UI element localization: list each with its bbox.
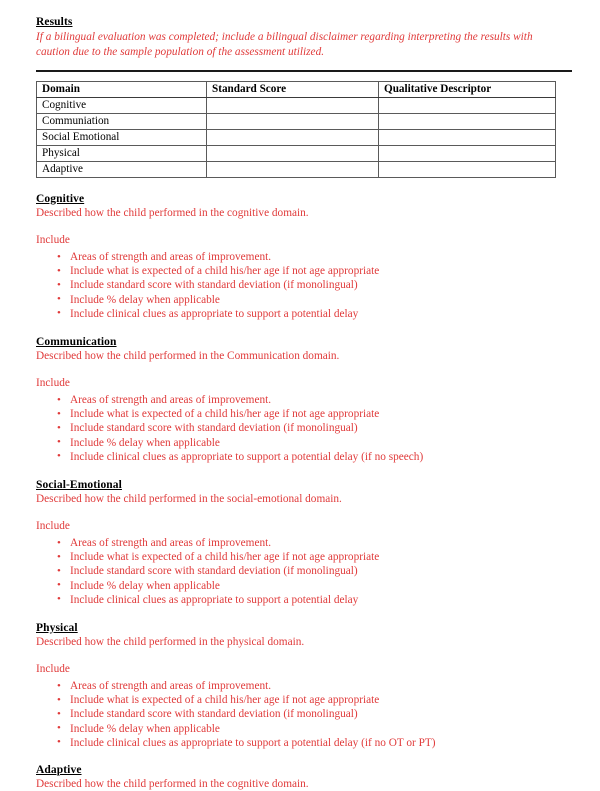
list-item: • Include % delay when applicable (36, 722, 572, 736)
list-item: • Areas of strength and areas of improvement. (36, 679, 572, 693)
cell-domain: Cognitive (37, 98, 207, 114)
table-body (37, 98, 556, 178)
section-description-social-emotional: Described how the child performed in the social-emotional domain. (36, 493, 342, 506)
include-label-social-emotional: Include (36, 520, 70, 533)
section-cognitive (36, 191, 572, 321)
cell-domain: Physical (37, 146, 207, 162)
cell-qualitative-descriptor[interactable] (379, 114, 556, 130)
list-item: • Include % delay when applicable (36, 579, 572, 593)
table-row (37, 146, 556, 162)
section-heading-wrap-cognitive (36, 191, 572, 206)
section-description-physical: Described how the child performed in the physical domain. (36, 636, 305, 649)
section-heading-wrap-communication (36, 334, 572, 349)
results-heading-wrap (36, 14, 572, 29)
bullet-list-physical (36, 679, 572, 750)
cell-standard-score[interactable] (207, 162, 379, 178)
list-item: • Include standard score with standard deviation (if monolingual) (36, 707, 572, 721)
section-social-emotional (36, 477, 572, 607)
include-label-communication: Include (36, 377, 70, 390)
section-heading-wrap-adaptive (36, 762, 572, 777)
bullet-list-cognitive (36, 250, 572, 321)
section-heading-adaptive: Adaptive (36, 764, 82, 777)
list-item: • Include standard score with standard deviation (if monolingual) (36, 421, 572, 435)
column-header-qualitative-descriptor: Qualitative Descriptor (379, 82, 556, 98)
table-row (37, 114, 556, 130)
bullet-list-social-emotional (36, 536, 572, 607)
section-heading-wrap-physical (36, 620, 572, 635)
list-item: • Include what is expected of a child his/her age if not age appropriate (36, 407, 572, 421)
list-item: • Include standard score with standard deviation (if monolingual) (36, 564, 572, 578)
cell-standard-score[interactable] (207, 130, 379, 146)
cell-qualitative-descriptor[interactable] (379, 146, 556, 162)
section-description-adaptive: Described how the child performed in the cognitive domain. (36, 778, 309, 791)
column-header-standard-score: Standard Score (207, 82, 379, 98)
list-item: • Include % delay when applicable (36, 293, 572, 307)
section-communication (36, 334, 572, 464)
list-item: • Include clinical clues as appropriate to support a potential delay (if no speech) (36, 450, 572, 464)
cell-standard-score[interactable] (207, 146, 379, 162)
column-header-domain: Domain (37, 82, 207, 98)
include-label-cognitive: Include (36, 234, 70, 246)
cell-standard-score[interactable] (207, 114, 379, 130)
list-item: • Areas of strength and areas of improvement. (36, 536, 572, 550)
cell-qualitative-descriptor[interactable] (379, 130, 556, 146)
table-row (37, 130, 556, 146)
list-item: • Include clinical clues as appropriate to support a potential delay (36, 593, 572, 607)
list-item: • Include clinical clues as appropriate to support a potential delay (if no OT or PT) (36, 736, 572, 750)
list-item: • Include % delay when applicable (36, 436, 572, 450)
section-heading-wrap-social-emotional (36, 477, 572, 492)
cell-qualitative-descriptor[interactable] (379, 98, 556, 114)
table-row (37, 162, 556, 178)
bilingual-disclaimer-note: If a bilingual evaluation was completed; include a bilingual disclaimer regarding interpreting the results with caution due to the sample population of the assessment utilized. (36, 31, 533, 58)
section-divider-rule (36, 70, 572, 72)
section-description-cognitive: Described how the child performed in the cognitive domain. (36, 207, 309, 219)
list-item: • Areas of strength and areas of improvement. (36, 393, 572, 407)
section-heading-communication: Communication (36, 336, 117, 349)
include-label-physical: Include (36, 663, 70, 676)
domain-scores-table (36, 81, 556, 178)
list-item: • Include what is expected of a child his/her age if not age appropriate (36, 264, 572, 278)
table-row (37, 98, 556, 114)
section-heading-cognitive: Cognitive (36, 193, 85, 205)
cell-standard-score[interactable] (207, 98, 379, 114)
list-item: • Areas of strength and areas of improvement. (36, 250, 572, 264)
list-item: • Include what is expected of a child his/her age if not age appropriate (36, 693, 572, 707)
cell-qualitative-descriptor[interactable] (379, 162, 556, 178)
section-heading-social-emotional: Social-Emotional (36, 479, 122, 492)
list-item: • Include clinical clues as appropriate to support a potential delay (36, 307, 572, 321)
table-header-row (37, 82, 556, 98)
section-adaptive (36, 762, 572, 791)
cell-domain: Adaptive (37, 162, 207, 178)
bullet-list-communication (36, 393, 572, 464)
section-physical (36, 620, 572, 750)
section-description-communication: Described how the child performed in the Communication domain. (36, 350, 340, 363)
page-title: Results (36, 16, 73, 28)
list-item: • Include what is expected of a child his/her age if not age appropriate (36, 550, 572, 564)
section-heading-physical: Physical (36, 622, 78, 635)
cell-domain: Communiation (37, 114, 207, 130)
cell-domain: Social Emotional (37, 130, 207, 146)
table-header (37, 82, 556, 98)
list-item: • Include standard score with standard deviation (if monolingual) (36, 278, 572, 292)
